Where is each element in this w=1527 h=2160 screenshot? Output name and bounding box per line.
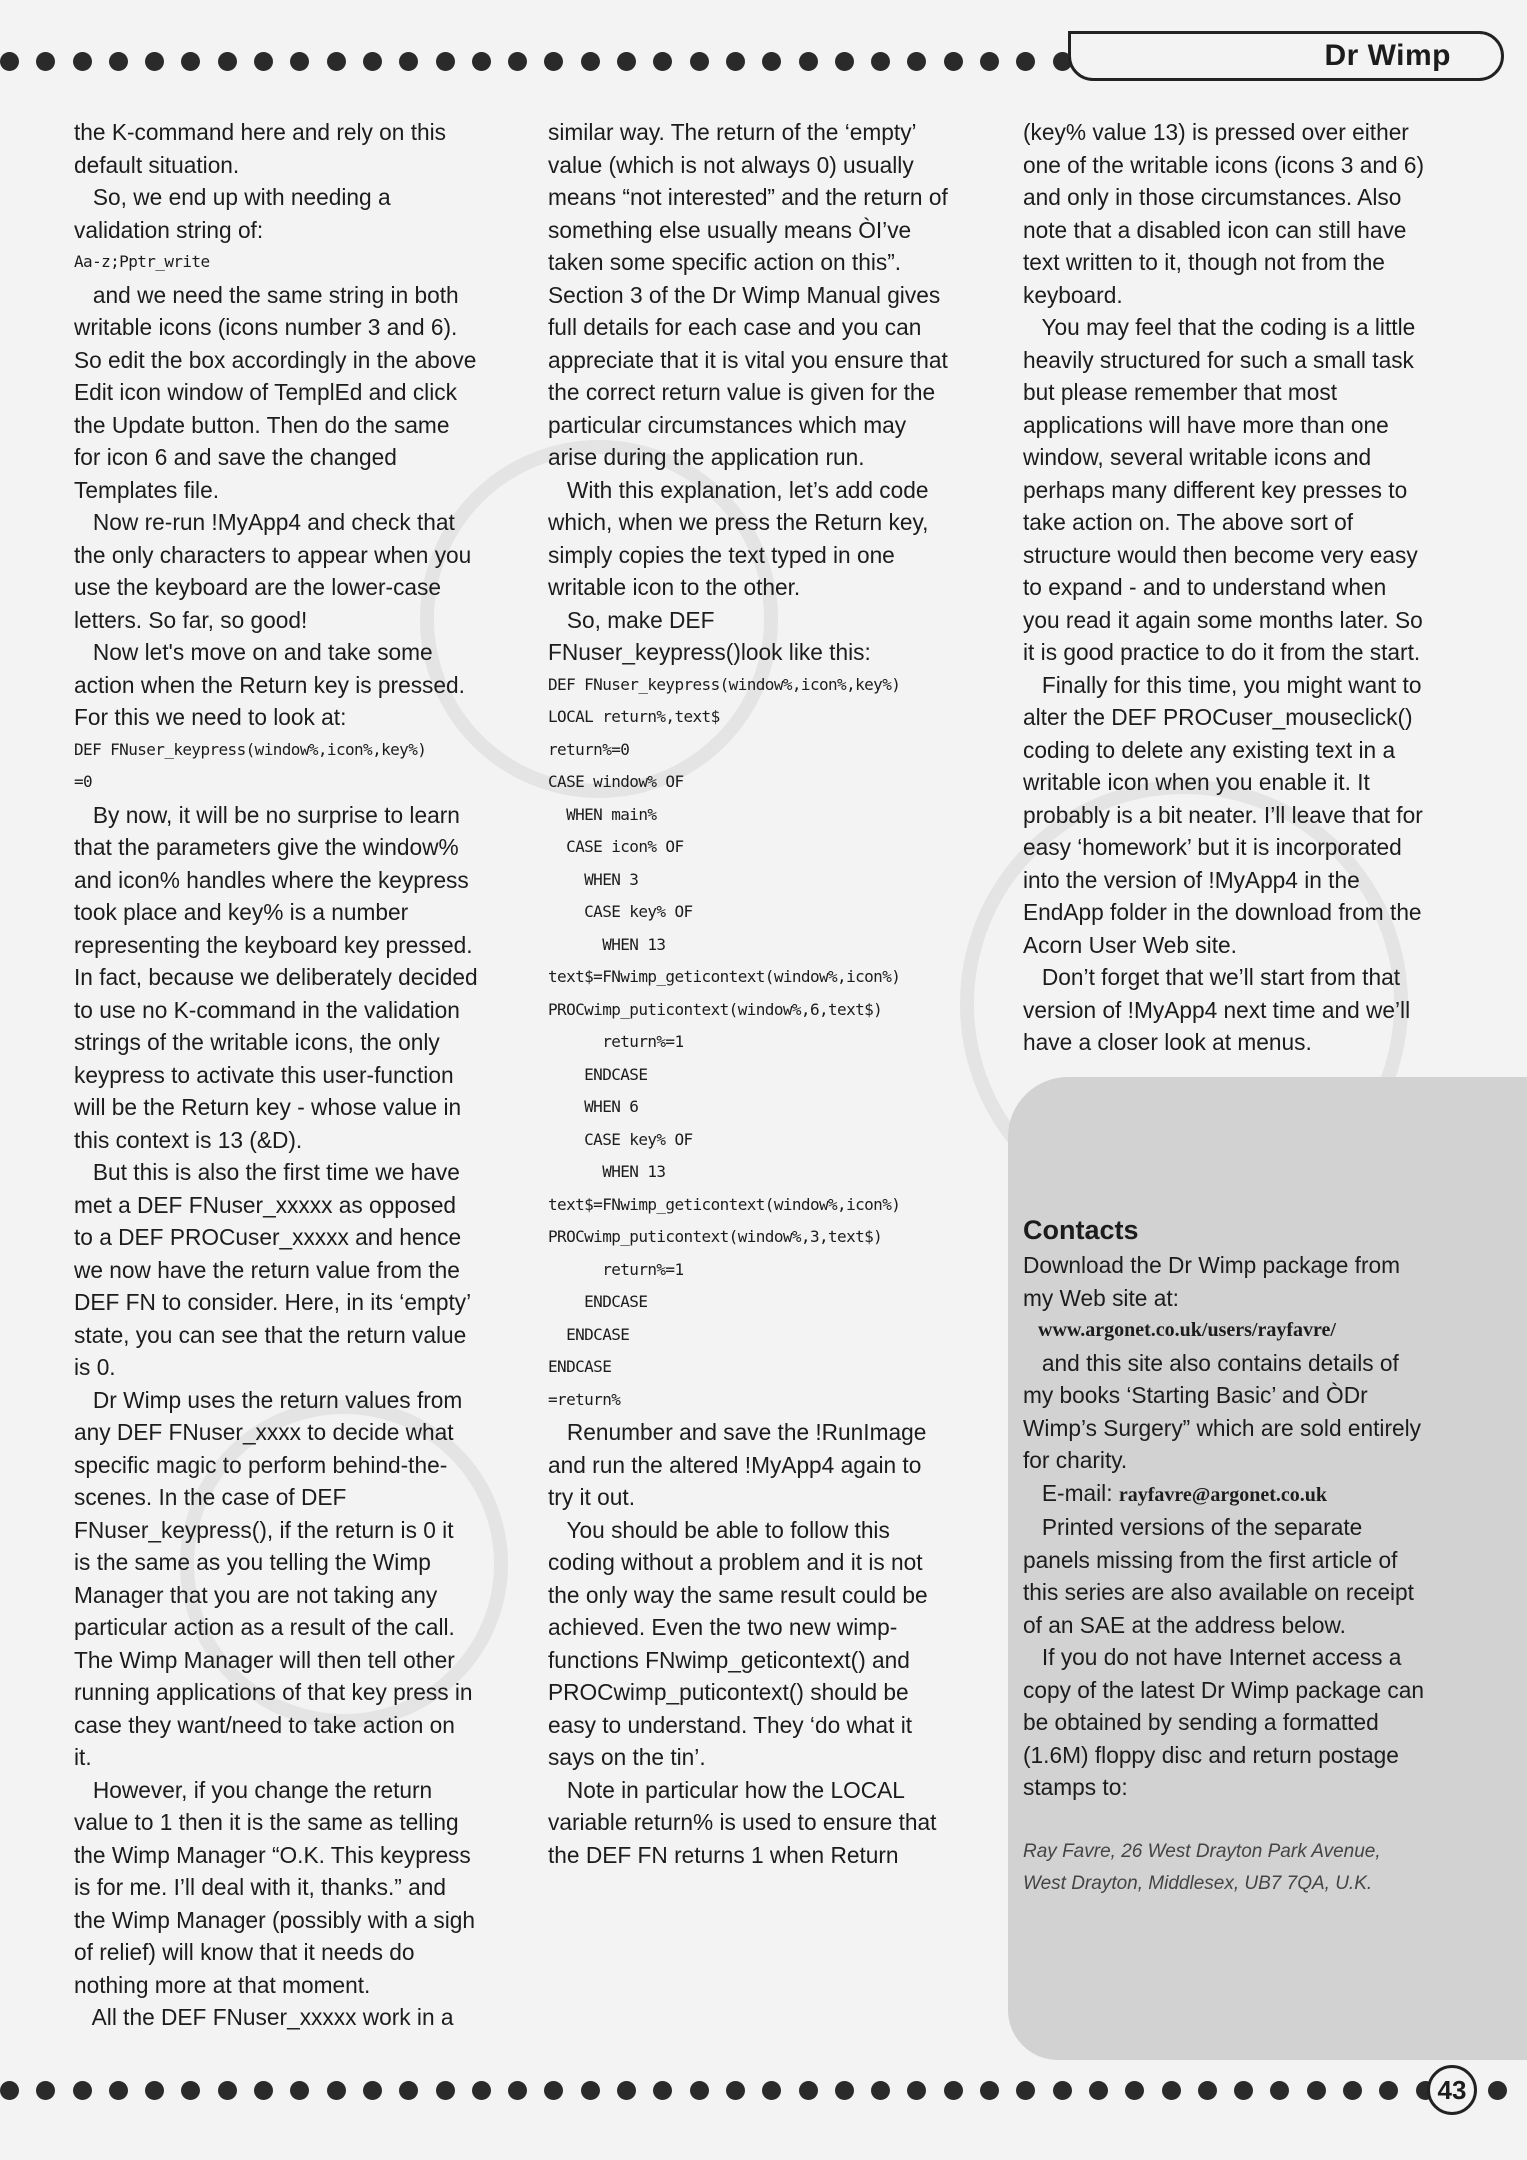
text-line: You may feel that the coding is a little — [1023, 314, 1416, 340]
text-line: alter the DEF PROCuser_mouseclick() — [1023, 704, 1413, 730]
email-label: E-mail: — [1023, 1479, 1119, 1506]
text-line: the Update button. Then do the same — [74, 411, 450, 438]
text-line: the only way the same result could be — [548, 1581, 928, 1608]
postal-address: Ray Favre, 26 West Drayton Park Avenue, — [1023, 1840, 1381, 1862]
text-line: the DEF FN returns 1 when Return — [548, 1841, 899, 1868]
text-line: coding to delete any existing text in a — [1023, 736, 1396, 763]
section-header-tab — [1068, 31, 1504, 81]
rule-dot — [980, 2081, 999, 2100]
contacts-text: for charity. — [1023, 1447, 1128, 1473]
contacts-text: my books ‘Starting Basic’ and ÒDr — [1023, 1382, 1368, 1408]
rule-dot — [1089, 2081, 1108, 2100]
rule-dot — [436, 52, 455, 71]
text-line: Finally for this time, you might want to — [1023, 671, 1422, 698]
text-line: Renumber and save the !RunImage — [548, 1419, 927, 1445]
text-line: to a DEF PROCuser_xxxxx and hence — [74, 1224, 462, 1250]
rule-dot — [871, 52, 890, 71]
code-line: WHEN main% — [548, 804, 657, 824]
text-line: running applications of that key press in — [74, 1679, 473, 1705]
rule-dot — [1234, 2081, 1253, 2100]
rule-dot — [109, 52, 128, 71]
spacer — [1023, 1804, 1503, 1836]
contacts-text: Printed versions of the separate — [1023, 1514, 1363, 1540]
text-line: this context is 13 (&D). — [74, 1126, 303, 1153]
rule-dot — [944, 2081, 963, 2100]
rule-dot — [181, 52, 200, 71]
column-2 — [548, 116, 1008, 1871]
text-line: writable icon when you enable it. It — [1023, 769, 1370, 795]
code-line: WHEN 13 — [548, 1162, 666, 1181]
rule-dot — [1198, 2081, 1217, 2100]
contacts-text: be obtained by sending a formatted — [1023, 1709, 1379, 1735]
rule-dot — [617, 52, 636, 71]
rule-dot — [907, 2081, 926, 2100]
text-line: FNuser_keypress()look like this: — [548, 639, 871, 665]
rule-dot — [399, 52, 418, 71]
text-line: for icon 6 and save the changed — [74, 444, 397, 470]
text-line: action when the Return key is pressed. — [74, 671, 465, 698]
text-line: PROCwimp_puticontext() should be — [548, 1679, 909, 1705]
text-line: will be the Return key - whose value in — [74, 1094, 462, 1120]
text-line: any DEF FNuser_xxxx to decide what — [74, 1419, 454, 1445]
text-line: keypress to activate this user-function — [74, 1061, 454, 1088]
postal-address: West Drayton, Middlesex, UB7 7QA, U.K. — [1023, 1873, 1373, 1894]
text-line: All the DEF FNuser_xxxxx work in a — [74, 2004, 454, 2030]
text-line: perhaps many different key presses to — [1023, 476, 1408, 503]
rule-dot — [363, 52, 382, 71]
text-line: Note in particular how the LOCAL — [548, 1776, 905, 1803]
code-line: return%=1 — [548, 1032, 684, 1051]
rule-dot — [980, 52, 999, 71]
rule-dot — [145, 52, 164, 71]
text-line: representing the keyboard key pressed. — [74, 931, 473, 958]
rule-dot — [218, 2081, 237, 2100]
text-line: The Wimp Manager will then tell other — [74, 1646, 455, 1673]
text-line: Acorn User Web site. — [1023, 931, 1237, 958]
text-line: the only characters to appear when you — [74, 541, 472, 568]
rule-dot — [544, 52, 563, 71]
text-line: the Wimp Manager (possibly with a sigh — [74, 1906, 475, 1933]
text-line: appreciate that it is vital you ensure that — [548, 346, 948, 373]
contacts-text: stamps to: — [1023, 1774, 1128, 1800]
code-line: return%=0 — [548, 739, 630, 759]
text-line: coding without a problem and it is not — [548, 1549, 923, 1575]
text-line: which, when we press the Return key, — [548, 509, 929, 535]
text-line: text written to it, though not from the — [1023, 249, 1385, 275]
text-line: writable icon to the other. — [548, 574, 801, 600]
text-line: scenes. In the case of DEF — [74, 1484, 347, 1510]
rule-dot — [508, 2081, 527, 2100]
rule-dot — [1379, 2081, 1398, 2100]
text-line: letters. So far, so good! — [74, 606, 308, 633]
contacts-text: panels missing from the first article of — [1023, 1546, 1398, 1573]
rule-dot — [1053, 2081, 1072, 2100]
text-line: try it out. — [548, 1484, 635, 1510]
text-line: says on the tin’. — [548, 1744, 706, 1770]
rule-dot — [835, 2081, 854, 2100]
contacts-text: Wimp’s Surgery” which are sold entirely — [1023, 1414, 1422, 1441]
text-line: value (which is not always 0) usually — [548, 151, 914, 178]
text-line: keyboard. — [1023, 281, 1123, 308]
text-line: So, make DEF — [548, 606, 715, 633]
text-line: probably is a bit neater. I’ll leave that for — [1023, 801, 1423, 828]
rule-dot — [218, 52, 237, 71]
text-line: take action on. The above sort of — [1023, 509, 1354, 535]
contacts-text: Download the Dr Wimp package from — [1023, 1252, 1401, 1278]
rule-dot — [1307, 2081, 1326, 2100]
rule-dot — [835, 52, 854, 71]
text-line: structure would then become very easy — [1023, 541, 1418, 568]
text-line: is the same as you telling the Wimp — [74, 1549, 431, 1575]
text-line: Edit icon window of TemplEd and click — [74, 379, 457, 405]
rule-dot — [799, 2081, 818, 2100]
rule-dot — [726, 52, 745, 71]
text-line: simply copies the text typed in one — [548, 541, 895, 568]
rule-dot — [327, 2081, 346, 2100]
rule-dot — [508, 52, 527, 71]
email-line — [1023, 1477, 1503, 1512]
text-line: validation string of: — [74, 216, 264, 243]
text-line: With this explanation, let’s add code — [548, 476, 929, 503]
text-line: Now re-run !MyApp4 and check that — [74, 509, 455, 535]
rule-dot — [581, 2081, 600, 2100]
code-line: text$=FNwimp_geticontext(window%,icon%) — [548, 967, 901, 986]
code-line: PROCwimp_puticontext(window%,6,text$) — [548, 999, 883, 1019]
text-line: into the version of !MyApp4 in the — [1023, 866, 1360, 893]
contacts-text: this series are also available on receipt — [1023, 1579, 1414, 1605]
rule-dot — [944, 52, 963, 71]
code-line: CASE window% OF — [548, 772, 684, 791]
code-line: WHEN 13 — [548, 934, 666, 954]
page-number: 43 — [1427, 2065, 1477, 2115]
text-line: specific magic to perform behind-the- — [74, 1451, 448, 1478]
text-line: heavily structured for such a small task — [1023, 346, 1414, 373]
rule-dot — [581, 52, 600, 71]
rule-dot — [109, 2081, 128, 2100]
rule-dot — [36, 52, 55, 71]
text-line: window, several writable icons and — [1023, 444, 1372, 470]
rule-dot — [907, 52, 926, 71]
code-line: CASE icon% OF — [548, 837, 684, 856]
text-line: particular circumstances which may — [548, 411, 907, 438]
text-line: you read it again some months later. So — [1023, 606, 1423, 633]
rule-dot — [73, 52, 92, 71]
text-line: For this we need to look at: — [74, 704, 347, 730]
text-line: it. — [74, 1744, 92, 1770]
text-line: is 0. — [74, 1354, 116, 1380]
text-line: is for me. I’ll deal with it, thanks.” and — [74, 1874, 446, 1900]
text-line: (key% value 13) is pressed over either — [1023, 119, 1409, 145]
rule-dot — [145, 2081, 164, 2100]
text-line: arise during the application run. — [548, 444, 865, 470]
email-link[interactable]: rayfavre@argonet.co.uk — [1118, 1483, 1328, 1506]
text-line: EndApp folder in the download from the — [1023, 899, 1422, 925]
code-line: LOCAL return%,text$ — [548, 707, 720, 726]
code-line: PROCwimp_puticontext(window%,3,text$) — [548, 1227, 883, 1246]
text-line: So edit the box accordingly in the above — [74, 346, 477, 373]
rule-dot — [472, 2081, 491, 2100]
text-line: it is good practice to do it from the start. — [1023, 639, 1421, 665]
text-line: use the keyboard are the lower-case — [74, 574, 441, 600]
contacts-text: of an SAE at the address below. — [1023, 1611, 1346, 1638]
text-line: Don’t forget that we’ll start from that — [1023, 964, 1401, 990]
code-line: =0 — [74, 772, 93, 791]
code-line: DEF FNuser_keypress(window%,icon%,key%) — [548, 674, 901, 694]
text-line: the K-command here and rely on this — [74, 119, 447, 145]
text-line: the correct return value is given for the — [548, 379, 936, 405]
contacts-text: If you do not have Internet access a — [1023, 1644, 1402, 1670]
rule-dot — [762, 2081, 781, 2100]
section-title: Dr Wimp — [1324, 39, 1451, 72]
contacts-text: copy of the latest Dr Wimp package can — [1023, 1676, 1424, 1703]
text-line: DEF FN to consider. Here, in its ‘empty’ — [74, 1289, 472, 1315]
rule-dot — [254, 52, 273, 71]
rule-dot — [1016, 52, 1035, 71]
text-line: took place and key% is a number — [74, 899, 409, 925]
rule-dot — [1488, 2081, 1507, 2100]
text-line: that the parameters give the window% — [74, 834, 459, 860]
text-line: Templates file. — [74, 476, 220, 503]
text-line: However, if you change the return — [74, 1776, 433, 1803]
text-line: In fact, because we deliberately decided — [74, 964, 478, 990]
rule-dot — [653, 2081, 672, 2100]
text-line: we now have the return value from the — [74, 1256, 460, 1283]
text-line: easy to understand. They ‘do what it — [548, 1711, 913, 1738]
code-line: WHEN 3 — [548, 869, 639, 889]
text-line: one of the writable icons (icons 3 and 6) — [1023, 151, 1425, 178]
rule-dot — [1270, 2081, 1289, 2100]
text-line: achieved. Even the two new wimp- — [548, 1614, 898, 1640]
column-3 — [1023, 116, 1483, 1059]
rule-dot — [653, 52, 672, 71]
text-line: variable return% is used to ensure that — [548, 1809, 937, 1835]
rule-dot — [181, 2081, 200, 2100]
rule-dot — [436, 2081, 455, 2100]
contacts-text: my Web site at: — [1023, 1284, 1179, 1311]
text-line: note that a disabled icon can still have — [1023, 216, 1407, 243]
text-line: of relief) will know that it needs do — [74, 1939, 415, 1965]
text-line: taken some specific action on this”. — [548, 249, 902, 275]
text-line: applications will have more than one — [1023, 411, 1389, 438]
text-line: Section 3 of the Dr Wimp Manual gives — [548, 281, 941, 308]
rule-dot — [690, 2081, 709, 2100]
rule-dot — [73, 2081, 92, 2100]
rule-dot — [1162, 2081, 1181, 2100]
rule-dot — [799, 52, 818, 71]
contacts-heading: Contacts — [1023, 1215, 1139, 1245]
text-line: FNuser_keypress(), if the return is 0 it — [74, 1516, 454, 1543]
text-line: and icon% handles where the keypress — [74, 866, 469, 893]
text-line: similar way. The return of the ‘empty’ — [548, 119, 917, 145]
code-line: DEF FNuser_keypress(window%,icon%,key%) — [74, 739, 427, 759]
rule-dot — [762, 52, 781, 71]
code-line: ENDCASE — [548, 1324, 630, 1344]
rule-dot — [0, 2081, 19, 2100]
contacts-text: and this site also contains details of — [1023, 1349, 1399, 1376]
rule-dot — [472, 52, 491, 71]
code-line: WHEN 6 — [548, 1097, 639, 1116]
web-address-link[interactable]: www.argonet.co.uk/users/rayfavre/ — [1023, 1319, 1336, 1341]
code-line: ENDCASE — [548, 1064, 648, 1084]
rule-dot — [871, 2081, 890, 2100]
rule-dot — [617, 2081, 636, 2100]
rule-dot — [290, 2081, 309, 2100]
code-line: ENDCASE — [548, 1292, 648, 1311]
text-line: something else usually means ÒI’ve — [548, 216, 912, 243]
text-line: So, we end up with needing a — [74, 184, 391, 210]
column-1 — [74, 116, 530, 2034]
rule-dot — [1343, 2081, 1362, 2100]
rule-dot — [726, 2081, 745, 2100]
code-line: =return% — [548, 1389, 621, 1409]
rule-dot — [363, 2081, 382, 2100]
code-line: text$=FNwimp_geticontext(window%,icon%) — [548, 1194, 901, 1214]
rule-dot — [327, 52, 346, 71]
text-line: nothing more at that moment. — [74, 1971, 371, 1998]
code-line: Aa-z;Pptr_write — [74, 252, 210, 271]
rule-dot — [1016, 2081, 1035, 2100]
text-line: value to 1 then it is the same as telling — [74, 1809, 459, 1835]
code-line: CASE key% OF — [548, 902, 693, 921]
text-line: strings of the writable icons, the only — [74, 1029, 440, 1055]
code-line: ENDCASE — [548, 1357, 612, 1376]
contacts-box — [1023, 1211, 1503, 1901]
text-line: to expand - and to understand when — [1023, 574, 1387, 600]
text-line: By now, it will be no surprise to learn — [74, 801, 460, 828]
text-line: Dr Wimp uses the return values from — [74, 1386, 463, 1413]
bottom-dot-rule — [0, 2075, 1524, 2105]
rule-dot — [1125, 2081, 1144, 2100]
rule-dot — [0, 52, 19, 71]
text-line: full details for each case and you can — [548, 314, 922, 340]
text-line: state, you can see that the return value — [74, 1321, 467, 1348]
rule-dot — [544, 2081, 563, 2100]
text-line: have a closer look at menus. — [1023, 1029, 1312, 1055]
text-line: and we need the same string in both — [74, 281, 459, 308]
top-dot-rule — [0, 46, 1089, 76]
code-line: return%=1 — [548, 1259, 684, 1279]
text-line: case they want/need to take action on — [74, 1711, 455, 1738]
text-line: means “not interested” and the return of — [548, 184, 948, 210]
text-line: version of !MyApp4 next time and we’ll — [1023, 996, 1411, 1023]
text-line: and only in those circumstances. Also — [1023, 184, 1402, 210]
text-line: writable icons (icons number 3 and 6). — [74, 314, 458, 340]
text-line: Manager that you are not taking any — [74, 1581, 438, 1608]
text-line: particular action as a result of the call. — [74, 1614, 455, 1640]
text-line: and run the altered !MyApp4 again to — [548, 1451, 922, 1478]
text-line: easy ‘homework’ but it is incorporated — [1023, 834, 1402, 860]
rule-dot — [290, 52, 309, 71]
code-line: CASE key% OF — [548, 1129, 693, 1149]
text-line: Now let's move on and take some — [74, 639, 433, 665]
rule-dot — [36, 2081, 55, 2100]
text-line: You should be able to follow this — [548, 1516, 890, 1543]
contacts-text: (1.6M) floppy disc and return postage — [1023, 1741, 1399, 1768]
text-line: but please remember that most — [1023, 379, 1337, 405]
rule-dot — [690, 52, 709, 71]
text-line: met a DEF FNuser_xxxxx as opposed — [74, 1191, 457, 1218]
text-line: default situation. — [74, 151, 240, 178]
text-line: functions FNwimp_geticontext() and — [548, 1646, 910, 1673]
rule-dot — [399, 2081, 418, 2100]
text-line: the Wimp Manager “O.K. This keypress — [74, 1841, 471, 1868]
text-line: to use no K-command in the validation — [74, 996, 460, 1023]
text-line: But this is also the first time we have — [74, 1159, 460, 1185]
rule-dot — [254, 2081, 273, 2100]
